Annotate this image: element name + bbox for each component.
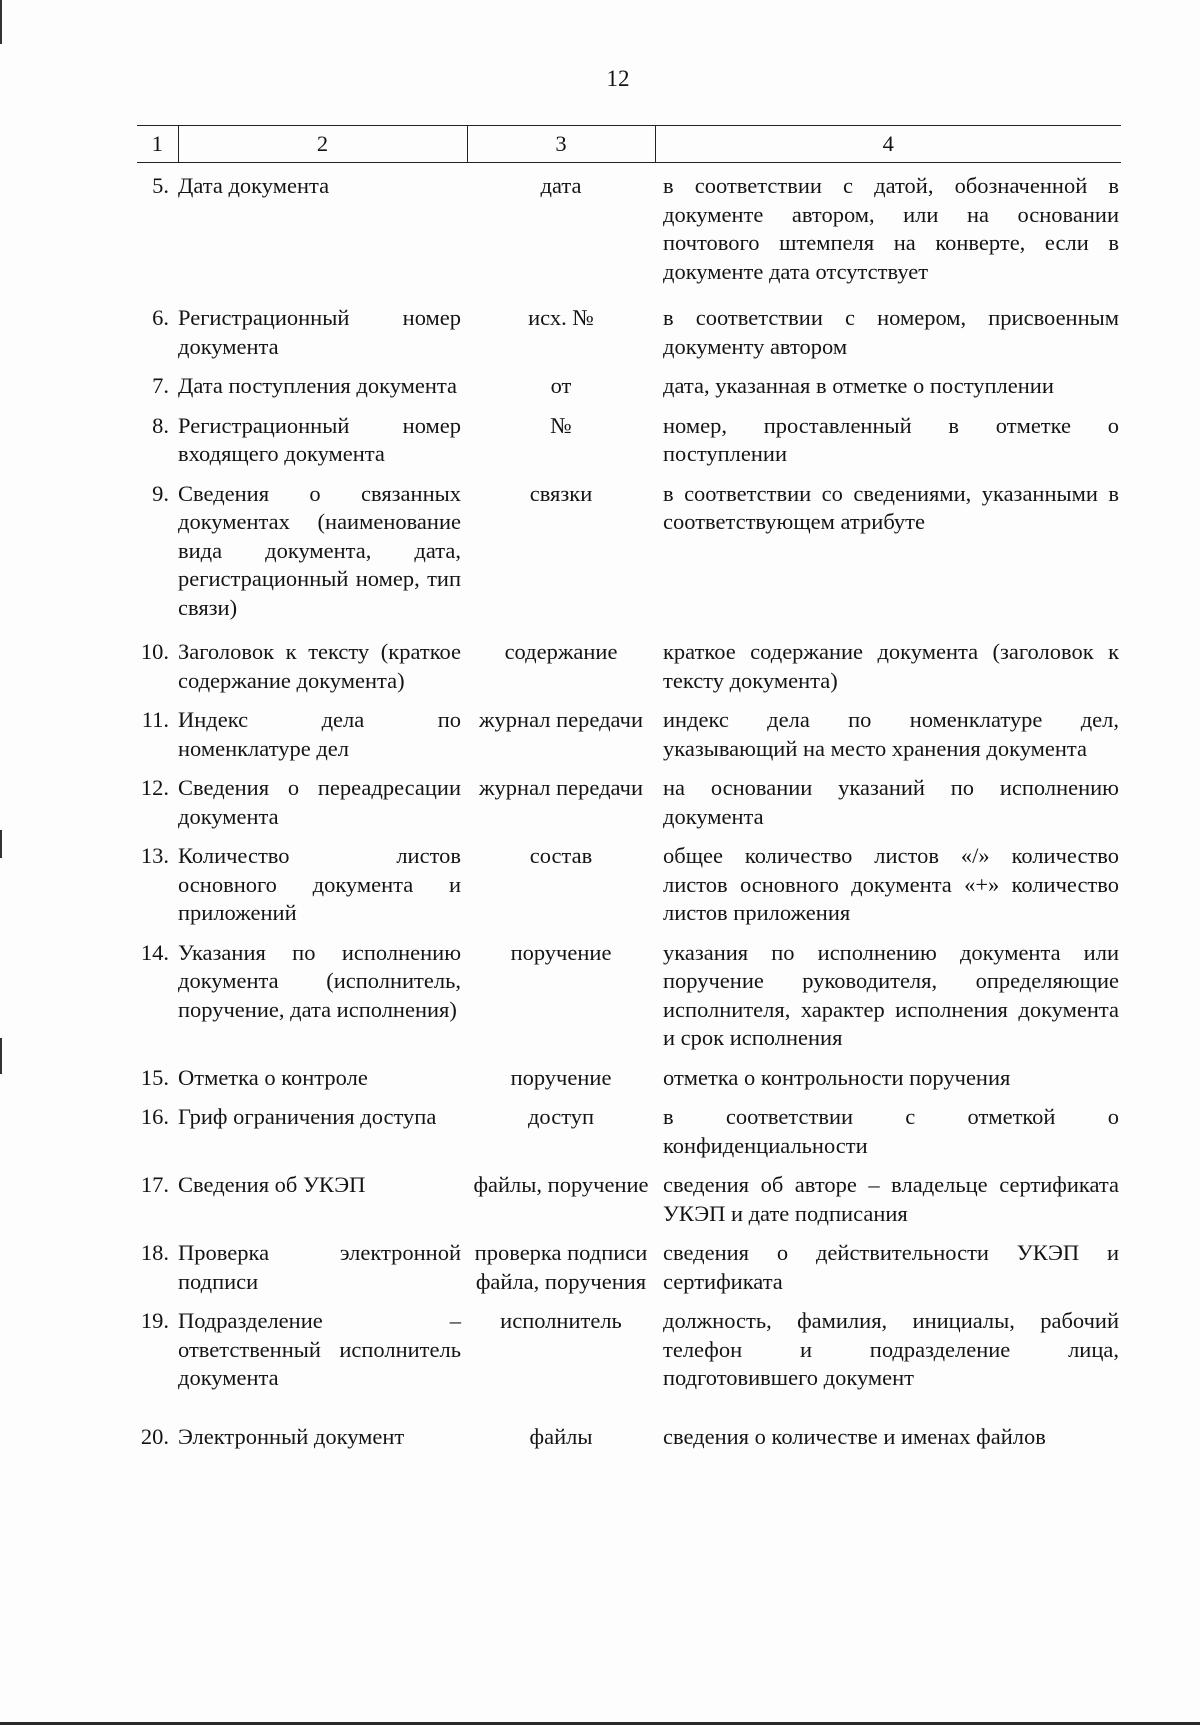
fill-rule: должность, фамилия, инициалы, рабочий телефон и подразделение лица, подготовившего документ	[663, 1308, 1119, 1390]
attribute-label: №	[550, 412, 572, 438]
attribute-name: Дата поступления документа	[178, 373, 458, 398]
attribute-label: файлы, поручение	[473, 1172, 649, 1197]
attribute-name: Электронный документ	[178, 1423, 405, 1449]
fill-rule: указания по исполнению документа или поручение руководителя, определяющие исполнителя, характер исполнения документа и срок исполнения	[663, 939, 1119, 1050]
attribute-label: от	[550, 373, 572, 398]
attribute-label: состав	[529, 843, 593, 868]
table-header	[137, 126, 1121, 163]
row-number: 17.	[140, 1172, 169, 1197]
row-number: 7.	[152, 373, 169, 398]
fill-rule: отметка о контрольности поручения	[663, 1064, 1011, 1090]
row-number: 10.	[140, 639, 169, 664]
row-number: 6.	[152, 305, 169, 330]
column-header-1: 1	[137, 126, 178, 163]
row-number: 12.	[140, 775, 169, 800]
attribute-label: содержание	[504, 639, 618, 664]
scan-edge-mark	[0, 1038, 2, 1074]
fill-rule: сведения о действительности УКЭП и сертификата	[663, 1240, 1119, 1294]
table-row	[137, 1103, 1121, 1171]
attribute-name: Проверка электронной подписи	[178, 1240, 461, 1294]
scan-edge-mark	[0, 0, 2, 44]
fill-rule: краткое содержание документа (заголовок к тексту документа)	[663, 639, 1119, 693]
fill-rule: сведения об авторе – владельце сертификата УКЭП и дате подписания	[663, 1172, 1119, 1226]
table-row	[137, 1064, 1121, 1104]
attribute-label: проверка подписи файла, поручения	[474, 1240, 648, 1294]
header-row	[137, 126, 1121, 163]
fill-rule: сведения о количестве и именах файлов	[663, 1423, 1046, 1449]
row-number: 8.	[152, 412, 169, 438]
table-row	[137, 1171, 1121, 1239]
table-row	[137, 638, 1121, 706]
fill-rule: дата, указанная в отметке о поступлении	[663, 373, 1054, 398]
attribute-label: журнал передачи	[479, 775, 643, 800]
attribute-name: Указания по исполнению документа (исполнитель, поручение, дата исполнения)	[178, 939, 461, 1022]
table-row	[137, 706, 1121, 774]
row-number: 5.	[152, 173, 169, 198]
table-row	[137, 480, 1121, 639]
table-row	[137, 372, 1121, 412]
attribute-label: исполнитель	[500, 1308, 622, 1333]
row-number: 11.	[141, 707, 169, 732]
table-row	[137, 1239, 1121, 1307]
attribute-name: Количество листов основного документа и приложений	[178, 843, 461, 925]
attribute-name: Гриф ограничения доступа	[178, 1104, 437, 1129]
attribute-label: журнал передачи	[479, 707, 643, 732]
attribute-name: Регистрационный номер документа	[178, 305, 461, 359]
fill-rule: общее количество листов «/» количество листов основного документа «+» количество листов приложения	[663, 843, 1119, 925]
column-header-2: 2	[178, 126, 467, 163]
attribute-name: Дата документа	[178, 173, 330, 198]
fill-rule: в соответствии с датой, обозначенной в документе автором, или на основании почтового штемпеля на конверте, если в документе дата отсутствует	[663, 173, 1119, 284]
attribute-name: Сведения об УКЭП	[178, 1172, 366, 1197]
row-number: 19.	[140, 1308, 169, 1333]
fill-rule: индекс дела по номенклатуре дел, указывающий на место хранения документа	[663, 707, 1119, 761]
attribute-label: поручение	[510, 939, 612, 965]
attribute-name: Индекс дела по номенклатуре дел	[178, 707, 461, 761]
attribute-name: Заголовок к тексту (краткое содержание документа)	[178, 639, 461, 693]
row-number: 18.	[140, 1240, 169, 1265]
row-number: 16.	[140, 1104, 169, 1129]
fill-rule: на основании указаний по исполнению документа	[663, 775, 1119, 829]
attribute-label: связки	[529, 480, 593, 506]
attribute-name: Сведения о связанных документах (наименование вида документа, дата, регистрационный номер, тип связи)	[178, 480, 461, 620]
table-row	[137, 1307, 1121, 1423]
table-row	[137, 412, 1121, 480]
attribute-name: Сведения о переадресации документа	[178, 775, 461, 829]
attribute-name: Отметка о контроле	[178, 1064, 368, 1090]
table-row	[137, 1423, 1121, 1452]
table-body	[137, 163, 1121, 1452]
fill-rule: в соответствии с отметкой о конфиденциальности	[663, 1104, 1119, 1158]
column-header-4: 4	[655, 126, 1121, 163]
attribute-label: поручение	[510, 1064, 612, 1090]
attribute-name: Регистрационный номер входящего документа	[178, 412, 461, 466]
attribute-label: дата	[540, 173, 582, 198]
row-number: 20.	[140, 1423, 169, 1449]
table-row	[137, 939, 1121, 1064]
fill-rule: в соответствии со сведениями, указанными в соответствующем атрибуте	[663, 480, 1119, 534]
table-row	[137, 304, 1121, 372]
table-row	[137, 842, 1121, 939]
attributes-table	[137, 125, 1121, 1451]
attribute-label: доступ	[527, 1104, 595, 1129]
row-number: 9.	[152, 480, 169, 506]
table-row	[137, 163, 1121, 305]
fill-rule: в соответствии с номером, присвоенным документу автором	[663, 305, 1119, 359]
attribute-label: файлы	[529, 1423, 593, 1449]
scan-edge-mark	[0, 830, 2, 858]
table-row	[137, 774, 1121, 842]
attribute-label: исх. №	[528, 305, 594, 330]
row-number: 13.	[140, 843, 169, 868]
column-header-3: 3	[467, 126, 655, 163]
attribute-name: Подразделение – ответственный исполнитель документа	[178, 1308, 461, 1390]
page-number: 12	[606, 66, 630, 91]
row-number: 14.	[140, 939, 169, 965]
row-number: 15.	[140, 1064, 169, 1090]
fill-rule: номер, проставленный в отметке о поступлении	[663, 412, 1119, 466]
